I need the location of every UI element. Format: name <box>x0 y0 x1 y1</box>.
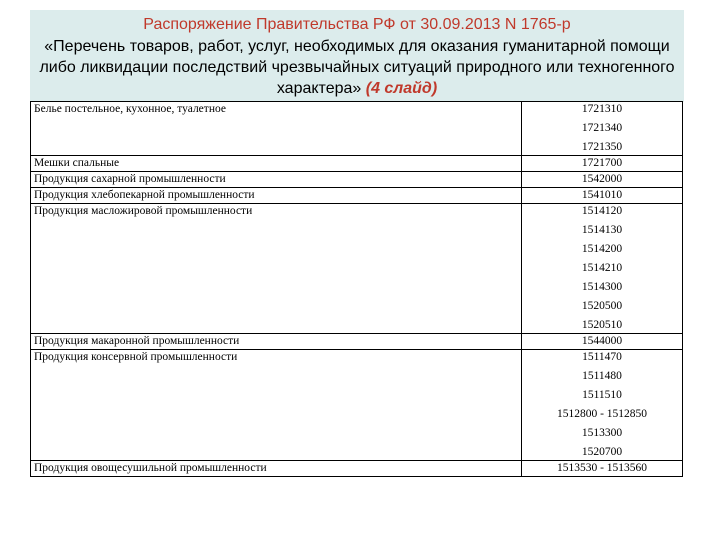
product-name-cell: Продукция макаронной промышленности <box>31 334 522 350</box>
code-cell <box>522 188 683 204</box>
page-subtitle <box>30 36 684 99</box>
table-row <box>31 461 683 477</box>
table-row <box>31 156 683 172</box>
table-row <box>31 102 683 156</box>
code-value: 1721350 <box>581 141 623 153</box>
code-cell <box>522 156 683 172</box>
code-value: 1511510 <box>582 389 622 401</box>
page-title: Распоряжение Правительства РФ от 30.09.2013 N 1765-р <box>143 16 571 33</box>
product-name-cell: Продукция хлебопекарной промышленности <box>31 188 522 204</box>
product-name-cell: Белье постельное, кухонное, туалетное <box>31 102 522 156</box>
slide-header <box>30 10 684 102</box>
code-value: 1520510 <box>581 319 623 331</box>
code-value: 1721310 <box>581 103 623 115</box>
product-name-cell: Продукция масложировой промышленности <box>31 204 522 334</box>
code-value: 1513530 - 1513560 <box>556 462 648 474</box>
code-value: 1542000 <box>581 173 623 185</box>
table-row <box>31 172 683 188</box>
code-value: 1511480 <box>582 370 622 382</box>
code-value: 1511470 <box>582 351 622 363</box>
table-body <box>31 102 683 477</box>
product-name-cell: Продукция консервной промышленности <box>31 350 522 461</box>
code-value: 1721700 <box>581 157 623 169</box>
code-value: 1514200 <box>581 243 623 255</box>
table-row <box>31 334 683 350</box>
code-cell <box>522 461 683 477</box>
code-value: 1512800 - 1512850 <box>556 408 648 420</box>
table-row <box>31 204 683 334</box>
product-name-cell: Продукция сахарной промышленности <box>31 172 522 188</box>
code-value: 1514130 <box>581 224 623 236</box>
code-value: 1520500 <box>581 300 623 312</box>
code-cell <box>522 204 683 334</box>
code-cell <box>522 334 683 350</box>
code-value: 1514120 <box>581 205 623 217</box>
code-value: 1520700 <box>581 446 623 458</box>
code-value: 1541010 <box>581 189 623 201</box>
code-cell <box>522 102 683 156</box>
code-cell <box>522 172 683 188</box>
code-value: 1513300 <box>581 427 623 439</box>
product-name-cell: Продукция овощесушильной промышленности <box>31 461 522 477</box>
code-value: 1514300 <box>581 281 623 293</box>
slide-label: (4 слайд) <box>365 80 438 97</box>
code-cell <box>522 350 683 461</box>
product-name-cell: Мешки спальные <box>31 156 522 172</box>
code-value: 1544000 <box>581 335 623 347</box>
goods-table <box>30 101 683 477</box>
table-row <box>31 350 683 461</box>
code-value: 1514210 <box>581 262 623 274</box>
subtitle-text: «Перечень товаров, работ, услуг, необходимых для оказания гуманитарной помощи либо ликвидации последствий чрезвычайных ситуаций природного или техногенного характера» <box>39 38 675 97</box>
code-value: 1721340 <box>581 122 623 134</box>
table-row <box>31 188 683 204</box>
